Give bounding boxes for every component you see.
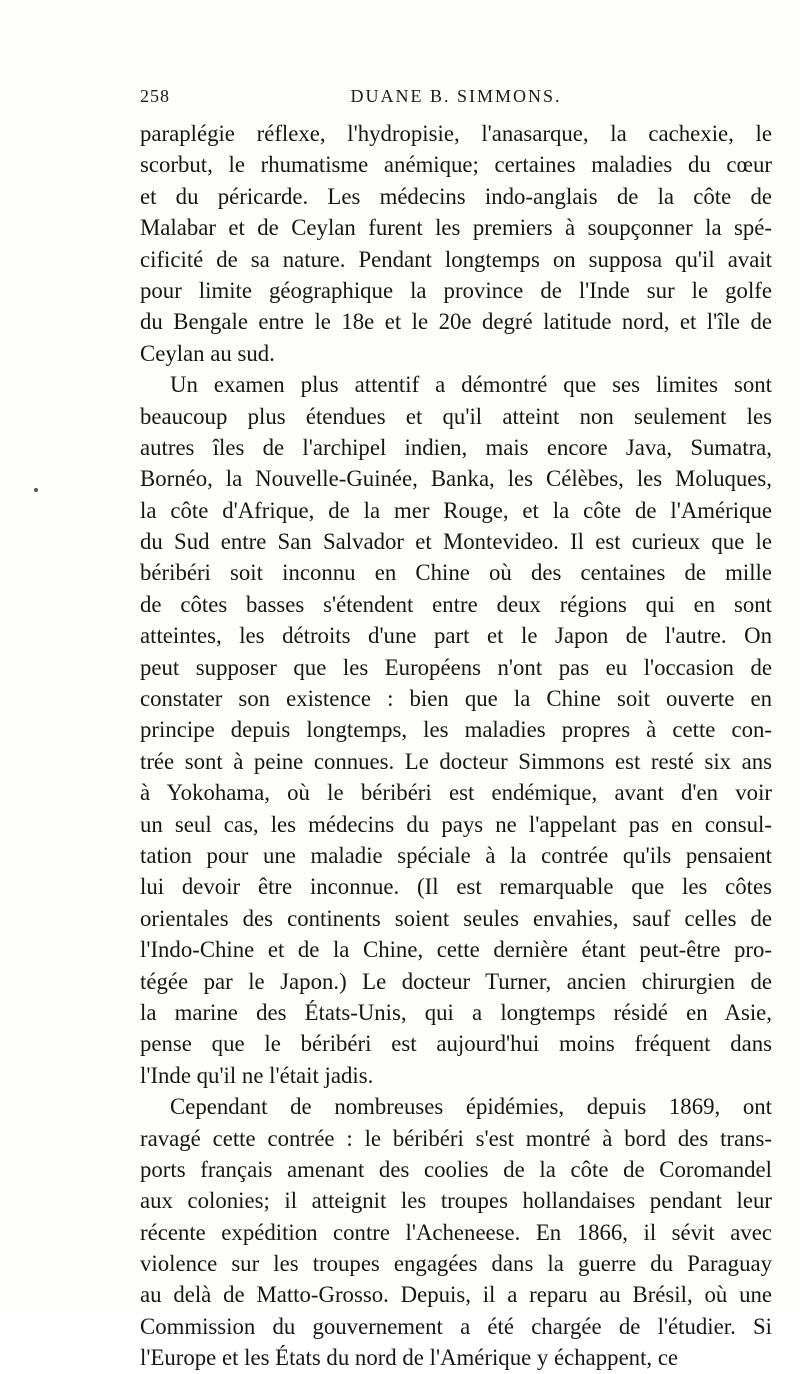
text-line: paraplégie réflexe, l'hydropisie, l'anasarque, la cachexie, le xyxy=(140,121,772,146)
text-line: l'Indo-Chine et de la Chine, cette dernière étant peut-être pro- xyxy=(140,937,772,963)
text-line: à Yokohama, où le béribéri est endémique, avant d'en voir xyxy=(140,780,772,806)
text-line: Cependant de nombreuses épidémies, depuis 1869, ont xyxy=(170,1094,772,1120)
text-line: autres îles de l'archipel indien, mais encore Java, Sumatra, xyxy=(140,434,772,460)
text-line: l'Europe et les États du nord de l'Amérique y échappent, ce xyxy=(140,1345,679,1371)
text-line: peut supposer que les Européens n'ont pas eu l'occasion de xyxy=(140,654,772,680)
text-line: ravagé cette contrée : le béribéri s'est montré à bord des trans- xyxy=(140,1125,772,1151)
text-line: lui devoir être inconnue. (Il est remarquable que les côtes xyxy=(140,874,772,900)
text-line: pour limite géographique la province de l'Inde sur le golfe xyxy=(140,277,772,303)
text-line: tation pour une maladie spéciale à la contrée qu'ils pensaient xyxy=(140,842,772,868)
paragraph xyxy=(140,1091,772,1374)
text-line: Bornéo, la Nouvelle-Guinée, Banka, les Célèbes, les Moluques, xyxy=(140,466,772,492)
text-line: Ceylan au sud. xyxy=(140,340,275,366)
text-line: la côte d'Afrique, de la mer Rouge, et la côte de l'Amérique xyxy=(140,497,772,523)
body-text xyxy=(140,118,772,1374)
text-line: Commission du gouvernement a été chargée de l'étudier. Si xyxy=(140,1313,772,1339)
text-line: l'Inde qu'il ne l'était jadis. xyxy=(140,1062,374,1088)
running-head: DUANE B. SIMMONS. xyxy=(350,86,562,106)
text-line: ports français amenant des coolies de la côte de Coromandel xyxy=(140,1156,772,1182)
text-line: scorbut, le rhumatisme anémique; certaines maladies du cœur xyxy=(140,152,772,178)
text-line: au delà de Matto-Grosso. Depuis, il a reparu au Brésil, où une xyxy=(140,1282,772,1308)
text-line: cificité de sa nature. Pendant longtemps on supposa qu'il avait xyxy=(140,246,772,272)
ink-speck xyxy=(34,488,38,492)
text-line: principe depuis longtemps, les maladies propres à cette con- xyxy=(140,717,772,743)
text-line: récente expédition contre l'Acheneese. En 1866, il sévit avec xyxy=(140,1219,772,1245)
text-line: de côtes basses s'étendent entre deux régions qui en sont xyxy=(140,591,772,617)
text-line: Un examen plus attentif a démontré que ses limites sont xyxy=(170,372,772,398)
text-line: béribéri soit inconnu en Chine où des centaines de mille xyxy=(140,560,772,586)
text-line: constater son existence : bien que la Chine soit ouverte en xyxy=(140,686,772,712)
text-line: du Bengale entre le 18e et le 20e degré latitude nord, et l'île de xyxy=(140,309,772,335)
text-line: et du péricarde. Les médecins indo-anglais de la côte de xyxy=(140,183,772,209)
text-line: orientales des continents soient seules envahies, sauf celles de xyxy=(140,905,772,931)
text-line: trée sont à peine connues. Le docteur Simmons est resté six ans xyxy=(140,748,772,774)
text-line: pense que le béribéri est aujourd'hui moins fréquent dans xyxy=(140,1031,772,1057)
text-line: Malabar et de Ceylan furent les premiers à soupçonner la spé- xyxy=(140,215,772,241)
paragraph xyxy=(140,369,772,1091)
page-header xyxy=(140,86,772,112)
text-line: atteintes, les détroits d'une part et le Japon de l'autre. On xyxy=(140,623,772,649)
text-line: aux colonies; il atteignit les troupes hollandaises pendant leur xyxy=(140,1188,772,1214)
page-number: 258 xyxy=(140,86,170,106)
text-line: tégée par le Japon.) Le docteur Turner, ancien chirurgien de xyxy=(140,968,772,994)
paragraph xyxy=(140,118,772,369)
text-line: violence sur les troupes engagées dans la guerre du Paraguay xyxy=(140,1251,772,1277)
text-line: un seul cas, les médecins du pays ne l'appelant pas en consul- xyxy=(140,811,772,837)
text-line: beaucoup plus étendues et qu'il atteint non seulement les xyxy=(140,403,772,429)
text-line: du Sud entre San Salvador et Montevideo. Il est curieux que le xyxy=(140,529,772,555)
text-line: la marine des États-Unis, qui a longtemps résidé en Asie, xyxy=(140,999,772,1025)
